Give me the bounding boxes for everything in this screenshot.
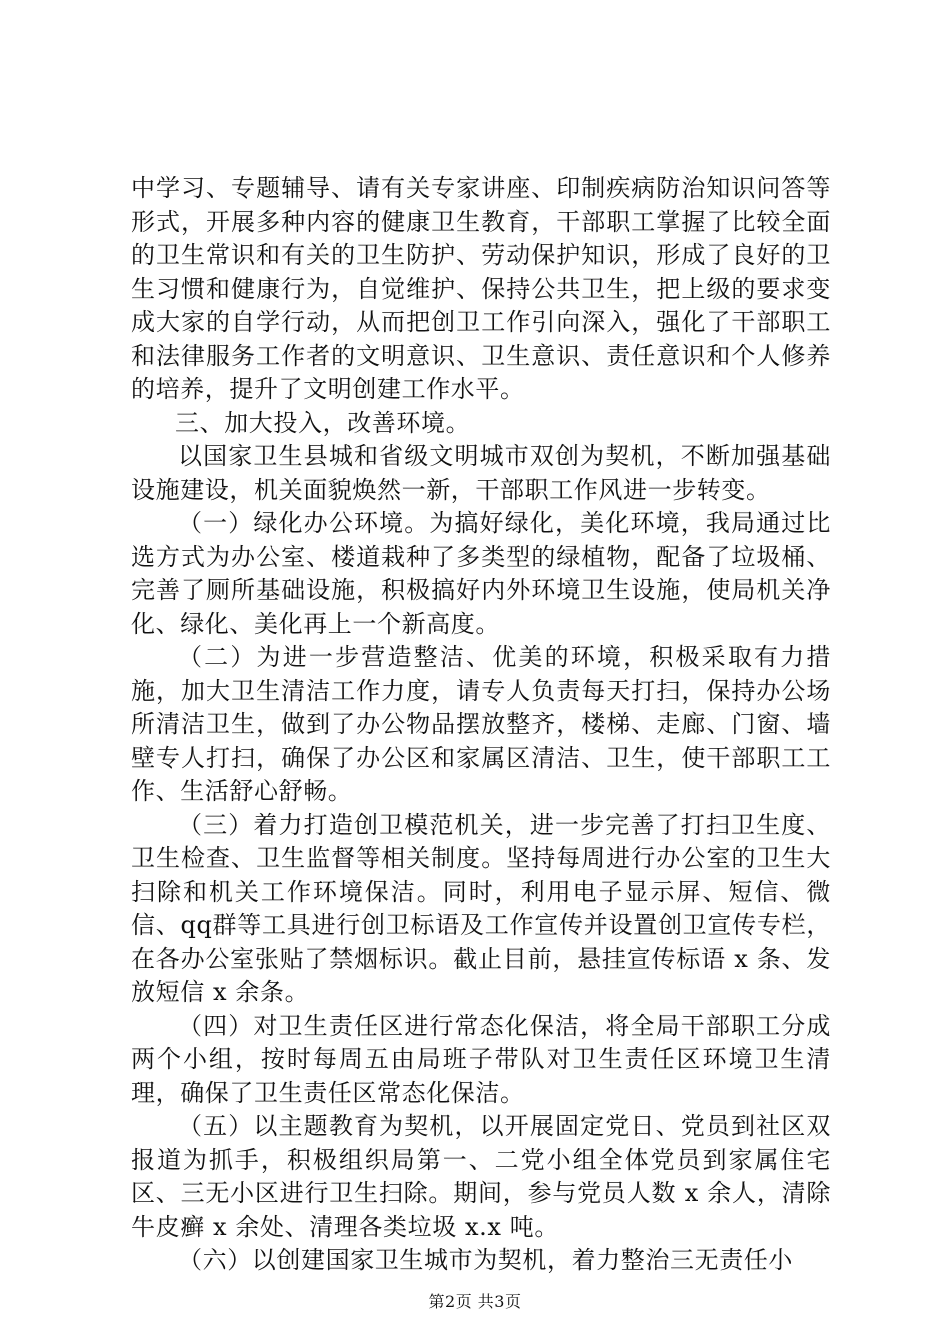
paragraph-item-4-responsibility-area: （四）对卫生责任区进行常态化保洁，将全局干部职工分成两个小组，按时每周五由局班子带队对卫生责任区环境卫生清理，确保了卫生责任区常态化保洁。 — [131, 1011, 831, 1107]
paragraph-intro-facilities: 以国家卫生县城和省级文明城市双创为契机，不断加强基础设施建设，机关面貌焕然一新，干部职工作风进一步转变。 — [131, 442, 831, 504]
paragraph-health-education: 中学习、专题辅导、请有关专家讲座、印制疾病防治知识问答等形式，开展多种内容的健康卫生教育，干部职工掌握了比较全面的卫生常识和有关的卫生防护、劳动保护知识，形成了良好的卫生习惯和健康行为，自觉维护、保持公共卫生，把上级的要求变成大家的自学行动，从而把创卫工作引向深入，强化了干部职工和法律服务工作者的文明意识、卫生意识、责任意识和个人修养的培养，提升了文明创建工作水平。 — [131, 174, 831, 403]
paragraph-item-6-national-city: （六）以创建国家卫生城市为契机，着力整治三无责任小 — [178, 1246, 793, 1274]
paragraph-item-1-greening: （一）绿化办公环境。为搞好绿化，美化环境，我局通过比选方式为办公室、楼道栽种了多类型的绿植物，配备了垃圾桶、完善了厕所基础设施，积极搞好内外环境卫生设施，使局机关净化、绿化、美化再上一个新高度。 — [131, 509, 831, 638]
paragraph-item-2-cleaning: （二）为进一步营造整洁、优美的环境，积极采取有力措施，加大卫生清洁工作力度，请专人负责每天打扫，保持办公场所清洁卫生，做到了办公物品摆放整齐，楼梯、走廊、门窗、墙壁专人打扫，确保了办公区和家属区清洁、卫生，使干部职工工作、生活舒心舒畅。 — [131, 643, 831, 805]
paragraph-item-3-model-office: （三）着力打造创卫模范机关，进一步完善了打扫卫生度、卫生检查、卫生监督等相关制度。坚持每周进行办公室的卫生大扫除和机关工作环境保洁。同时，利用电子显示屏、短信、微信、qq群等工具进行创卫标语及工作宣传并设置创卫宣传专栏，在各办公室张贴了禁烟标识。截止目前，悬挂宣传标语 x 条、发放短信 x 余条。 — [131, 810, 831, 1006]
page-number-footer: 第2页 共3页 — [428, 1292, 522, 1311]
section-heading-increase-investment: 三、加大投入，改善环境。 — [175, 408, 471, 437]
document-body — [131, 172, 831, 1278]
paragraph-item-5-theme-education: （五）以主题教育为契机，以开展固定党日、党员到社区双报道为抓手，积极组织局第一、二党小组全体党员到家属住宅区、三无小区进行卫生扫除。期间，参与党员人数 x 余人，清除牛皮癣 x 余处、清理各类垃圾 x.x 吨。 — [131, 1112, 831, 1241]
